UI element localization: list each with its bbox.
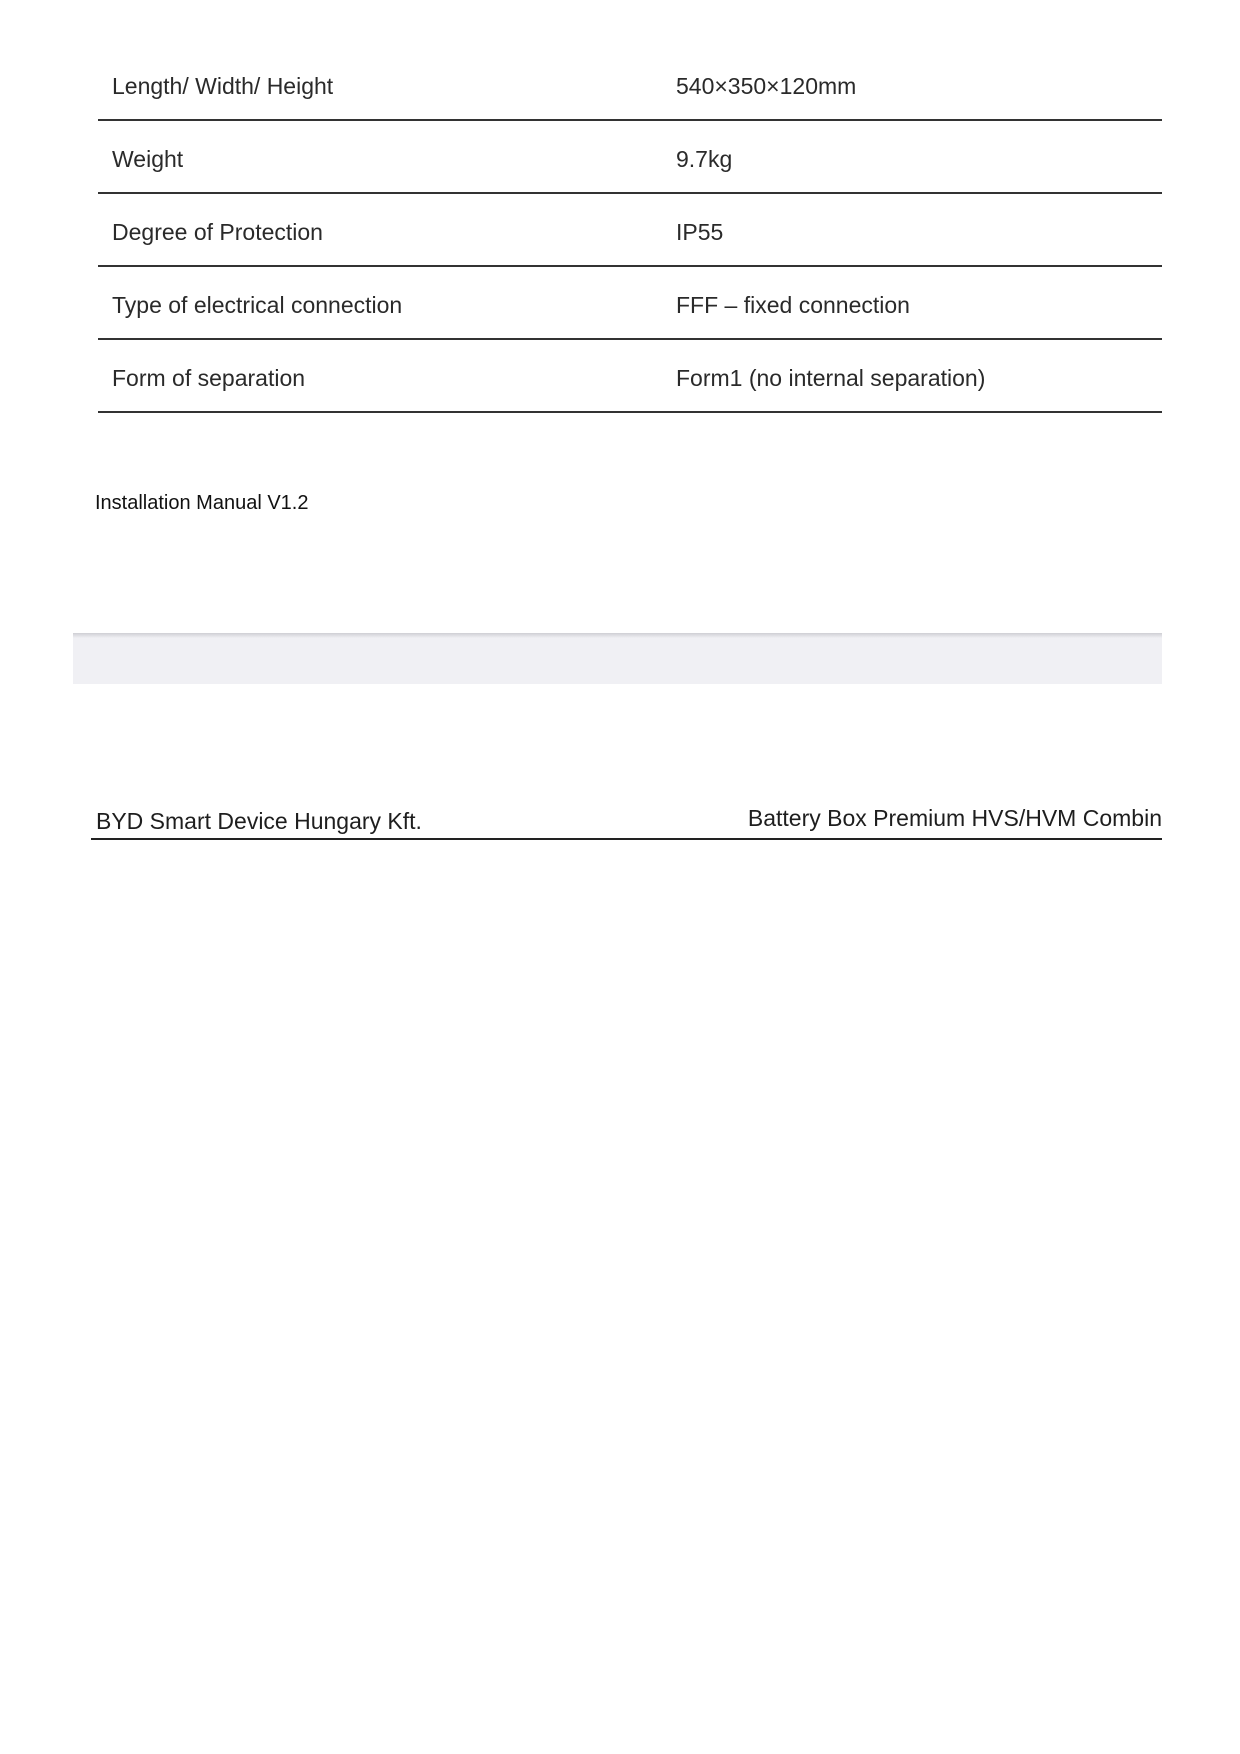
spec-label: Length/ Width/ Height bbox=[112, 73, 334, 99]
table-row bbox=[98, 121, 1162, 194]
table-row bbox=[98, 267, 1162, 340]
spec-value: IP55 bbox=[676, 219, 724, 245]
spec-label: Form of separation bbox=[112, 365, 306, 391]
spec-table bbox=[98, 48, 1162, 413]
spec-label: Weight bbox=[112, 146, 184, 172]
footer-company: BYD Smart Device Hungary Kft. bbox=[96, 808, 422, 834]
manual-version-text: Installation Manual V1.2 bbox=[95, 492, 309, 514]
spec-value: FFF – fixed connection bbox=[676, 292, 910, 318]
spec-value: 9.7kg bbox=[676, 146, 733, 172]
page-footer bbox=[91, 805, 1162, 840]
table-row bbox=[98, 340, 1162, 413]
table-row bbox=[98, 194, 1162, 267]
spec-value: 540×350×120mm bbox=[676, 73, 857, 99]
page-break-band bbox=[73, 633, 1162, 684]
table-row bbox=[98, 48, 1162, 121]
footer-product-title: Battery Box Premium HVS/HVM Combin bbox=[747, 805, 1162, 831]
spec-label: Degree of Protection bbox=[112, 219, 323, 245]
spec-label: Type of electrical connection bbox=[112, 292, 403, 318]
spec-value: Form1 (no internal separation) bbox=[676, 365, 986, 391]
